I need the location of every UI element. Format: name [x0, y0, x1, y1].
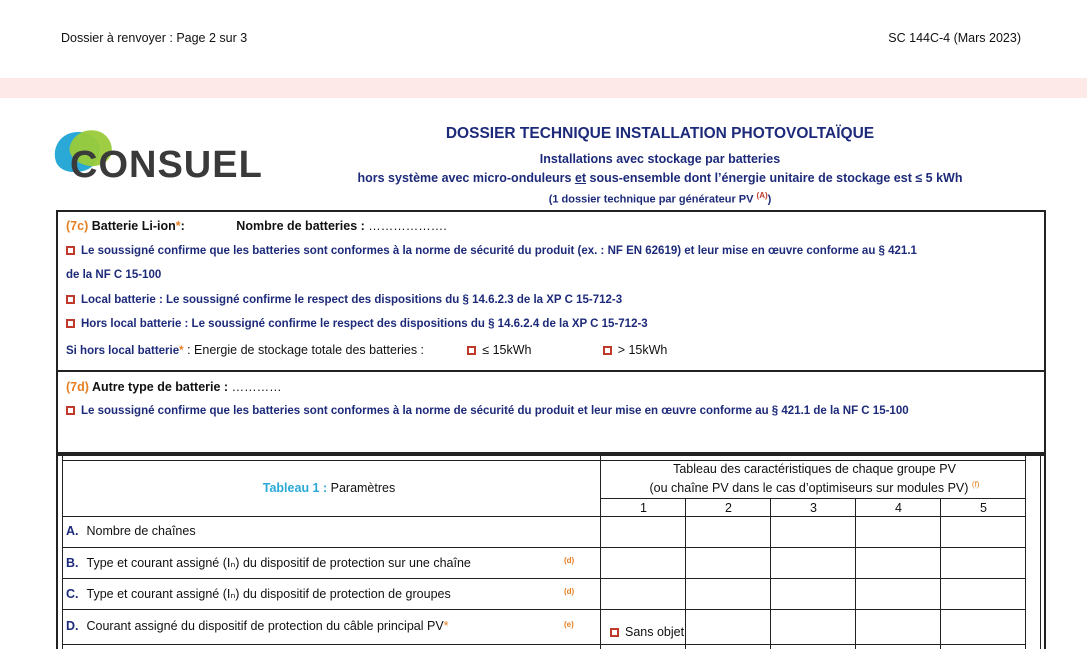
logo-text: CONSUEL — [70, 144, 263, 186]
other-battery-text: Le soussigné confirme que les batteries sont conformes à la norme de sécurité du produit et leur mise en œuvre conforme au § 421.1 de la NF C 15-100 — [81, 405, 909, 417]
column-4: 4 — [895, 501, 902, 515]
row-label: Type et courant assigné (Iₙ) du dispositif de protection de groupes — [86, 587, 451, 601]
option-le-15kwh[interactable] — [467, 345, 531, 357]
page-indicator: Dossier à renvoyer : Page 2 sur 3 — [61, 31, 248, 45]
row-note: (d) — [564, 587, 575, 596]
row-label: Courant assigné du dispositif de protection du câble principal PV — [86, 619, 444, 633]
column-2: 2 — [725, 501, 732, 515]
document-subtitle: Installations avec stockage par batteries — [539, 152, 781, 166]
outside-local-line — [66, 318, 648, 330]
table-row — [66, 586, 451, 601]
storage-energy-label: Si hors local batterie — [66, 345, 180, 357]
conformity-line — [66, 245, 917, 257]
note-end: ) — [767, 193, 772, 206]
option-le-15kwh-label: ≤ 15kWh — [482, 343, 532, 357]
column-3: 3 — [810, 501, 817, 515]
battery-count-label: Nombre de batteries : — [236, 219, 365, 233]
battery-type-field[interactable]: ………… — [231, 380, 282, 394]
group-header-line2 — [602, 477, 1027, 496]
section-7c-header — [66, 219, 447, 233]
sans-objet-checkbox[interactable] — [610, 628, 619, 637]
row-note: (e) — [564, 620, 574, 629]
section-7d-header — [66, 380, 282, 394]
storage-energy-text: : Energie de stockage totale des batteries : — [183, 343, 425, 357]
local-battery-text: Local batterie : Le soussigné confirme le respect des dispositions du § 14.6.2.3 de la XP C 15-712-3 — [81, 294, 623, 306]
form-reference: SC 144C-4 (Mars 2023) — [888, 31, 1021, 45]
table-row — [66, 555, 471, 570]
conformity-text: Le soussigné confirme que les batteries sont conformes à la norme de sécurité du produit (ex. : NF EN 62619) et leur mise en œuvre conforme au § 421.1 — [81, 245, 917, 257]
consuel-logo — [52, 130, 282, 190]
group-header-line1: Tableau des caractéristiques de chaque groupe PV — [673, 462, 956, 476]
row-key: C. — [66, 587, 79, 601]
outside-local-text: Hors local batterie : Le soussigné confirme le respect des dispositions du § 14.6.2.4 de la XP C 15-712-3 — [81, 318, 648, 330]
option-le-15kwh-checkbox[interactable] — [467, 346, 476, 355]
conformity-checkbox[interactable] — [66, 246, 75, 255]
sans-objet-option[interactable] — [610, 625, 684, 639]
required-star: * — [175, 219, 181, 233]
section-7c-label: Batterie Li-ion — [91, 219, 176, 233]
group-header — [602, 462, 1027, 496]
group-header-note: (f) — [971, 480, 980, 489]
other-battery-checkbox[interactable] — [66, 406, 75, 415]
scope-part-2: sous-ensemble dont l’énergie unitaire de stockage est ≤ 5 kWh — [586, 171, 963, 185]
row-key: B. — [66, 556, 79, 570]
outside-local-checkbox[interactable] — [66, 319, 75, 328]
group-header-text: (ou chaîne PV dans le cas d’optimiseurs sur modules PV) — [649, 481, 969, 496]
row-note: (d) — [564, 556, 575, 565]
table-title-bold: Tableau 1 : — [262, 481, 328, 495]
sans-objet-label: Sans objet — [625, 625, 685, 639]
section-7d-label: Autre type de batterie : — [91, 380, 229, 394]
note-text: (1 dossier technique par générateur PV — [548, 193, 757, 206]
column-1: 1 — [640, 501, 647, 515]
local-battery-line — [66, 294, 622, 306]
header-band — [0, 78, 1087, 98]
row-key: D. — [66, 619, 79, 633]
section-7d-ref: (7d) — [66, 380, 89, 394]
conformity-line-cont: de la NF C 15-100 — [66, 269, 162, 281]
section-7d — [56, 370, 1046, 454]
battery-count-field[interactable]: ………………. — [368, 219, 447, 233]
required-star: * — [179, 345, 184, 357]
scope-part-1: hors système avec micro-onduleurs — [357, 171, 575, 185]
section-7c-ref: (7c) — [66, 219, 89, 233]
option-gt-15kwh-checkbox[interactable] — [603, 346, 612, 355]
table-title-rest: Paramètres — [327, 481, 396, 495]
row-label: Nombre de chaînes — [86, 524, 196, 538]
option-gt-15kwh[interactable] — [603, 345, 668, 357]
section-7c — [56, 210, 1046, 372]
column-5: 5 — [980, 501, 987, 515]
required-star: * — [443, 619, 449, 633]
storage-energy-line — [66, 343, 667, 357]
local-battery-checkbox[interactable] — [66, 295, 75, 304]
table-row — [66, 619, 449, 633]
table-title — [58, 481, 600, 495]
document-note — [300, 191, 1020, 206]
row-label: Type et courant assigné (Iₙ) du dispositif de protection sur une chaîne — [86, 556, 471, 570]
table-row — [66, 524, 196, 538]
note-ref: (A) — [756, 191, 768, 200]
row-key: A. — [66, 524, 79, 538]
document-scope — [300, 171, 1020, 185]
scope-underlined: et — [574, 171, 587, 185]
section-7c-colon: : — [180, 219, 185, 233]
other-battery-conformity — [66, 405, 909, 417]
document-title: DOSSIER TECHNIQUE INSTALLATION PHOTOVOLTAÏQUE — [445, 125, 875, 142]
option-gt-15kwh-label: > 15kWh — [617, 343, 668, 357]
parameters-table — [56, 454, 1046, 649]
